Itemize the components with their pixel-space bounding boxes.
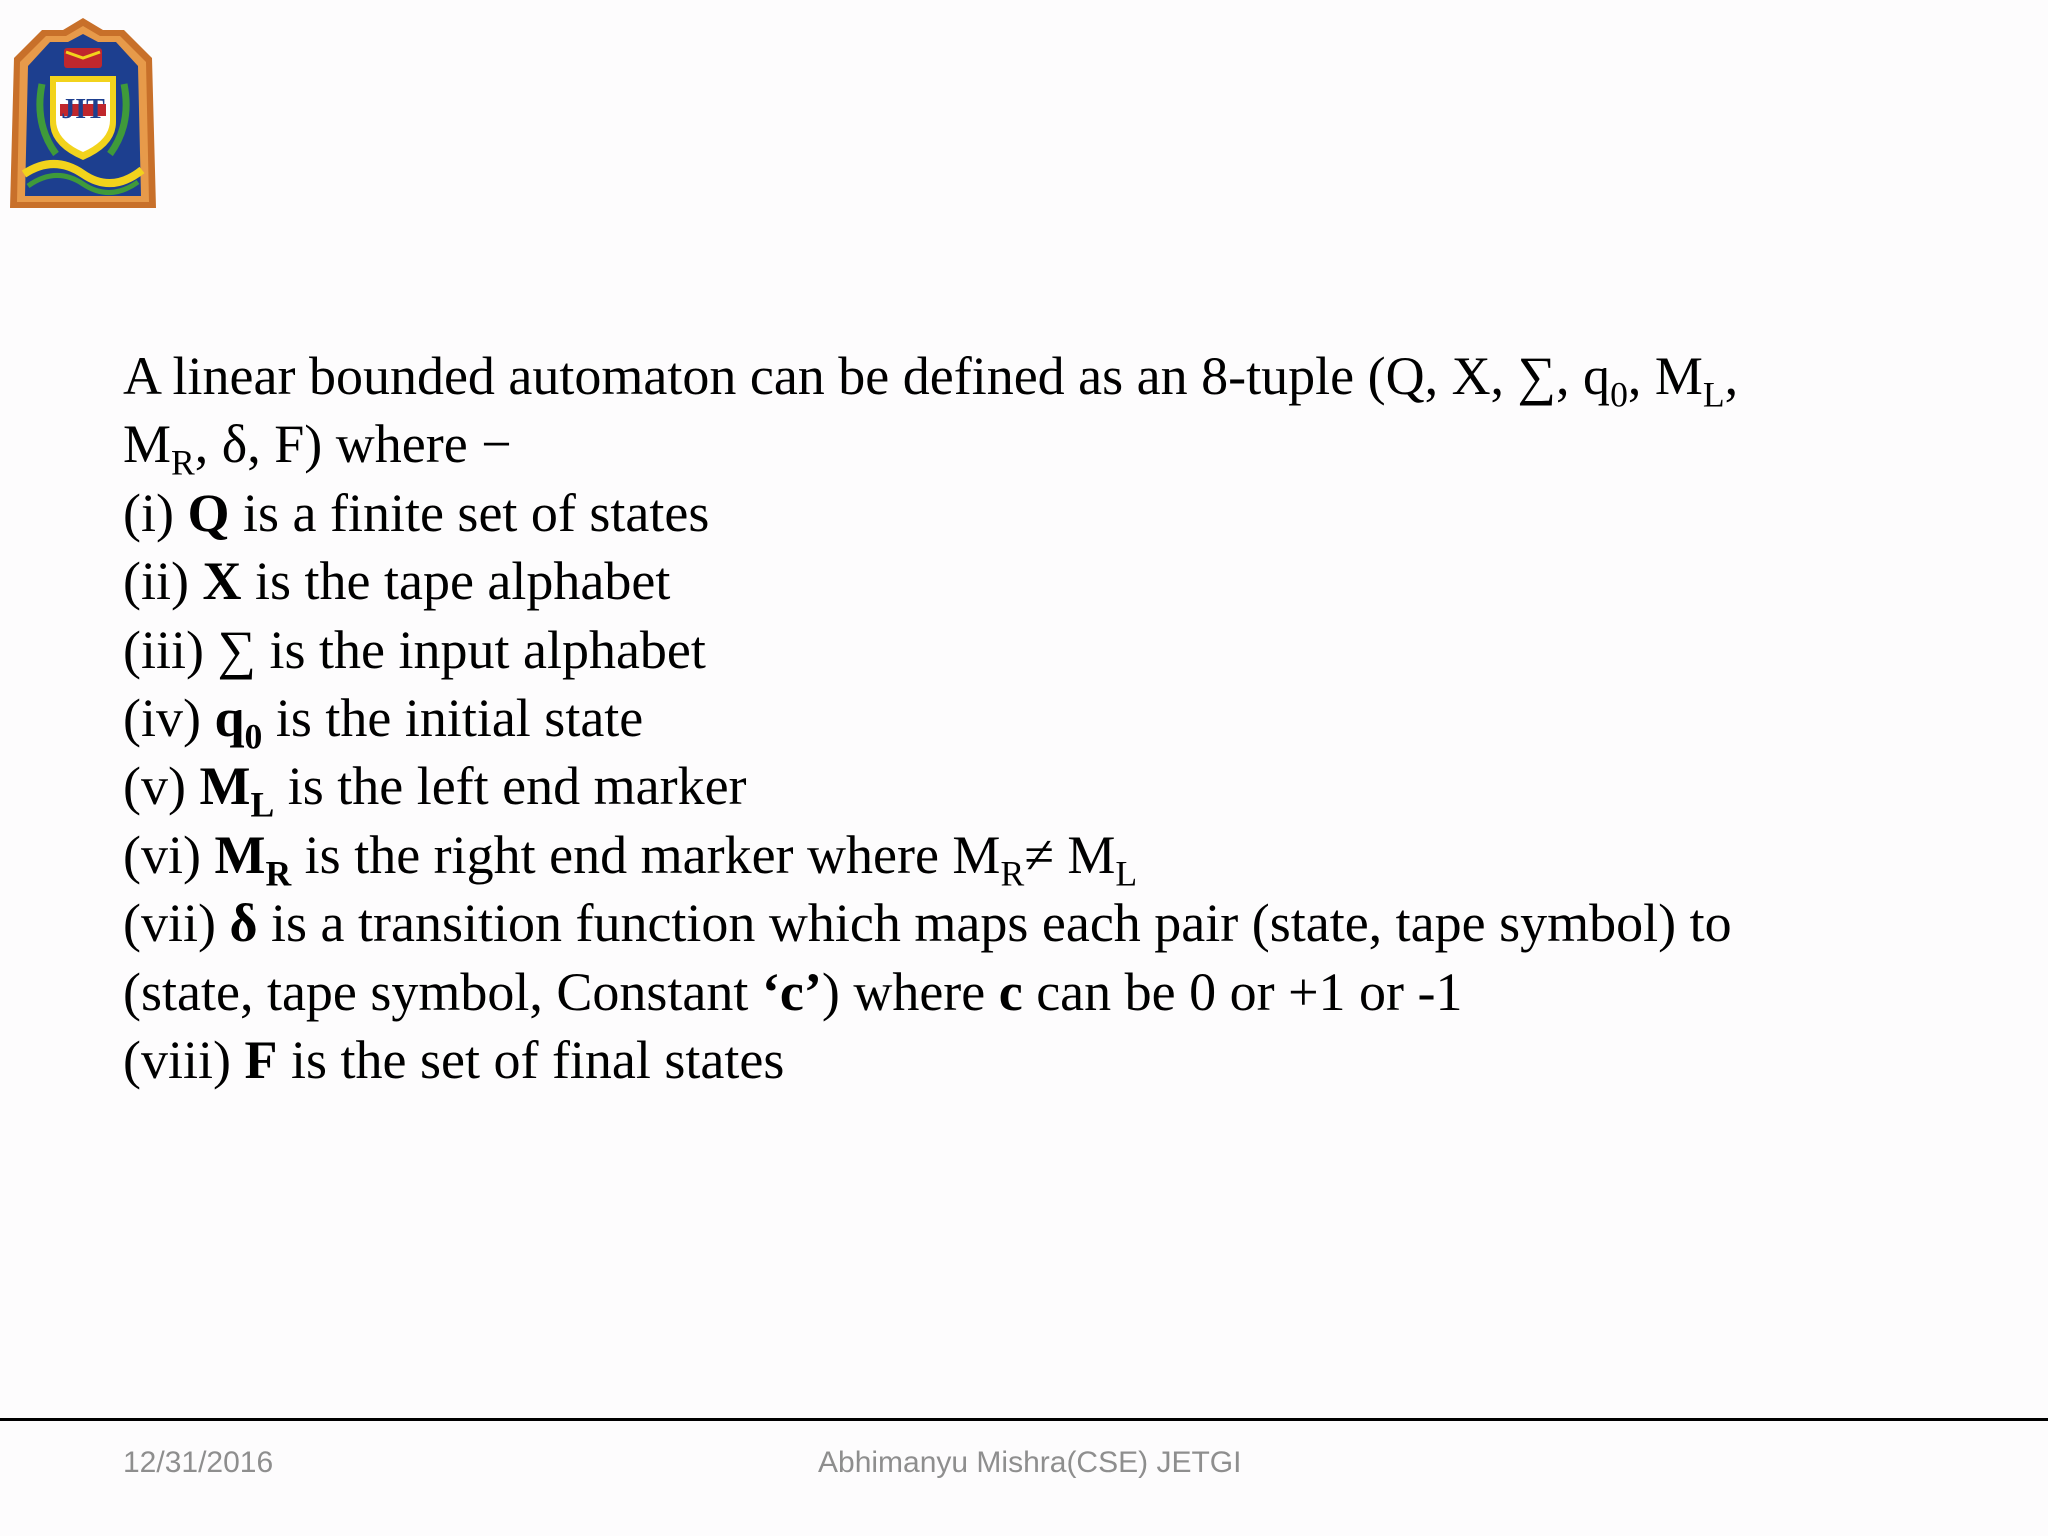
item-text: is the set of final states xyxy=(277,1030,785,1091)
item-symbol: ∑ xyxy=(217,619,256,680)
college-logo-emblem xyxy=(4,14,162,208)
item-cont-text-1: (state, tape symbol, Constant xyxy=(123,961,762,1022)
item-symbol: M xyxy=(214,824,266,885)
definition-text xyxy=(123,342,2003,1094)
intro-text-4: M xyxy=(123,414,172,475)
item-subscript: L xyxy=(250,784,275,825)
item-symbol: q xyxy=(214,688,245,749)
item-text: is the right end marker where M xyxy=(291,824,1001,885)
item-subscript: 0 xyxy=(244,716,263,757)
item-prefix: (vi) xyxy=(123,824,215,885)
definition-intro-line-1 xyxy=(123,342,2003,415)
footer-author: Abhimanyu Mishra(CSE) JETGI xyxy=(818,1446,1242,1479)
item-cont-text-3: can be 0 or +1 or -1 xyxy=(1022,961,1463,1022)
item-text: is a finite set of states xyxy=(229,482,710,543)
item-text: is a transition function which maps each pair (state, tape symbol) to xyxy=(257,893,1732,954)
item-symbol: X xyxy=(202,551,242,612)
item-prefix: (i) xyxy=(123,482,188,543)
item-tail-subscript-2: L xyxy=(1115,853,1138,894)
item-symbol: M xyxy=(199,756,251,817)
item-prefix: (viii) xyxy=(123,1030,245,1091)
definition-item-3 xyxy=(123,616,2003,684)
item-cont-bold-2: c xyxy=(998,961,1023,1022)
item-symbol: F xyxy=(244,1030,278,1091)
item-prefix: (ii) xyxy=(123,551,203,612)
footer-date: 12/31/2016 xyxy=(123,1446,274,1479)
intro-text-3: , xyxy=(1724,346,1739,406)
item-text: is the input alphabet xyxy=(255,619,706,680)
definition-item-7-continued xyxy=(123,958,2003,1026)
definition-intro-line-2 xyxy=(123,410,2003,483)
item-prefix: (v) xyxy=(123,756,200,817)
logo-monogram: JIT xyxy=(61,94,105,125)
item-cont-bold-1: ‘c’ xyxy=(761,961,822,1022)
definition-item-1 xyxy=(123,479,2003,547)
definition-item-6 xyxy=(123,821,2003,894)
item-prefix: (vii) xyxy=(123,893,230,954)
definition-item-7 xyxy=(123,889,2003,957)
definition-item-2 xyxy=(123,547,2003,615)
item-text: is the initial state xyxy=(262,688,644,749)
intro-subscript-0: 0 xyxy=(1610,374,1628,415)
definition-item-5 xyxy=(123,752,2003,825)
item-subscript: R xyxy=(265,853,292,894)
item-prefix: (iii) xyxy=(123,619,218,680)
item-symbol: Q xyxy=(187,482,230,543)
footer-divider xyxy=(0,1418,2048,1421)
definition-item-4 xyxy=(123,684,2003,757)
intro-subscript-r: R xyxy=(171,442,195,483)
item-symbol: δ xyxy=(229,893,258,954)
item-tail-subscript: R xyxy=(1000,853,1025,894)
item-prefix: (iv) xyxy=(123,688,215,749)
item-tail-text: ≠ M xyxy=(1024,824,1116,885)
item-text: is the left end marker xyxy=(274,756,747,817)
intro-text-1: A linear bounded automaton can be defined as an 8-tuple (Q, X, ∑, q xyxy=(123,346,1611,406)
definition-item-8 xyxy=(123,1026,2003,1094)
item-text: is the tape alphabet xyxy=(241,551,671,612)
intro-text-2: , M xyxy=(1627,346,1703,406)
intro-subscript-l: L xyxy=(1702,374,1725,415)
college-logo xyxy=(4,14,162,208)
item-cont-text-2: ) where xyxy=(821,961,999,1022)
intro-text-5: , δ, F) where − xyxy=(194,414,512,475)
